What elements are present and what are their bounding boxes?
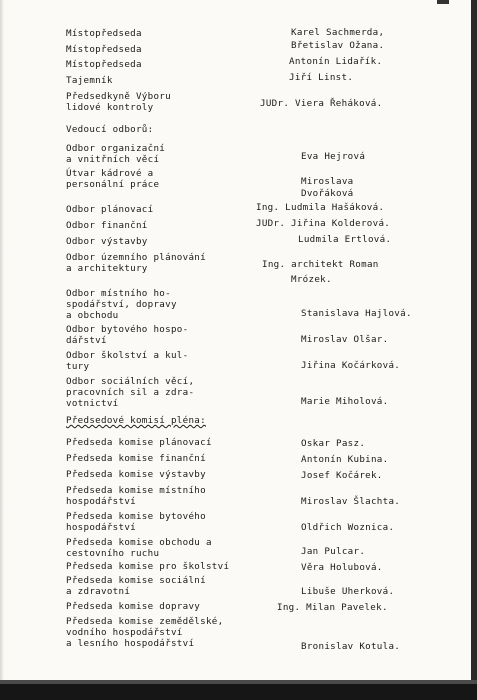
chair-6-title-line1: Předseda komise obchodu a: [66, 537, 212, 548]
chair-9-title: Předseda komise dopravy: [66, 601, 201, 612]
chair-10-title-line3: a lesního hospodářství: [66, 638, 195, 649]
officer-5-title-line1: Předsedkyně Výboru: [66, 91, 171, 102]
chair-8-name: Libuše Uherková.: [301, 586, 395, 597]
chair-4-title-line2: hospodářství: [66, 496, 136, 507]
officer-1-name: Karel Sachmerda,: [291, 27, 385, 38]
officer-5-title-line2: lidové kontroly: [66, 102, 154, 113]
head-10-dept-line2: pracovních sil a zdra-: [66, 387, 195, 398]
head-7-dept-line3: a obchodu: [66, 310, 119, 321]
chairs-heading: Předsedové komisí pléna:: [66, 415, 206, 426]
head-2-dept-line2: personální práce: [66, 179, 160, 190]
officer-4-title: Tajemník: [66, 75, 113, 86]
officer-3-title: Místopředseda: [66, 59, 142, 70]
head-7-dept-line2: spodářství, dopravy: [66, 299, 177, 310]
head-9-dept-line1: Odbor školství a kul-: [66, 350, 189, 361]
chair-7-name: Věra Holubová.: [301, 562, 383, 573]
head-1-dept-line2: a vnitřních věcí: [66, 154, 160, 165]
officer-4-name: Jiří Linst.: [289, 72, 354, 83]
chair-1-name: Oskar Pasz.: [301, 438, 366, 449]
head-1-dept-line1: Odbor organizační: [66, 143, 166, 154]
chair-10-name: Bronislav Kotula.: [301, 641, 401, 652]
chair-1-title: Předseda komise plánovací: [66, 437, 212, 448]
heads-heading: Vedoucí odborů:: [66, 124, 154, 135]
head-6-dept-line2: a architektury: [66, 263, 148, 274]
head-3-dept: Odbor plánovací: [66, 204, 154, 215]
head-4-name: JUDr. Jiřina Kolderová.: [256, 218, 391, 229]
head-5-name: Ludmila Ertlová.: [298, 234, 392, 245]
chair-9-name: Ing. Milan Pavelek.: [277, 602, 388, 613]
page-left-shadow: [0, 0, 4, 700]
head-10-name: Marie Miholová.: [301, 396, 389, 407]
head-8-dept-line2: dářství: [66, 335, 107, 346]
chair-6-name: Jan Pulcar.: [301, 546, 366, 557]
scan-mark: [437, 0, 449, 4]
officer-2-name: Břetislav Ožana.: [291, 40, 385, 51]
chair-4-title-line1: Předseda komise místního: [66, 485, 206, 496]
chair-2-name: Antonín Kubina.: [301, 454, 389, 465]
head-4-dept: Odbor finanční: [66, 220, 148, 231]
head-8-dept-line1: Odbor bytového hospo-: [66, 324, 189, 335]
chair-8-title-line1: Předseda komise sociální: [66, 575, 206, 586]
head-6-name-line2: Mrózek.: [291, 274, 332, 285]
head-9-name: Jiřina Kočárková.: [301, 360, 401, 371]
chair-5-title-line1: Předseda komise bytového: [66, 511, 206, 522]
head-5-dept: Odbor výstavby: [66, 236, 148, 247]
chair-2-title: Předseda komise finanční: [66, 453, 206, 464]
head-7-name: Stanislava Hajlová.: [301, 308, 412, 319]
scan-bottom-edge: [0, 684, 477, 700]
head-2-name-line1: Miroslava: [301, 176, 354, 187]
chair-10-title-line2: vodního hospodářství: [66, 627, 183, 638]
head-2-dept-line1: Útvar kádrové a: [66, 168, 154, 179]
chair-7-title: Předseda komise pro školství: [66, 561, 230, 572]
head-10-dept-line1: Odbor sociálních věcí,: [66, 376, 195, 387]
chair-5-name: Oldřich Woznica.: [301, 522, 395, 533]
officer-2-title: Místopředseda: [66, 44, 142, 55]
chair-5-title-line2: hospodářství: [66, 522, 136, 533]
head-1-name: Eva Hejrová: [301, 151, 366, 162]
head-7-dept-line1: Odbor místního ho-: [66, 288, 171, 299]
head-2-name-line2: Dvořáková: [301, 188, 354, 199]
head-8-name: Miroslav Olšar.: [301, 334, 389, 345]
chair-10-title-line1: Předseda komise zemědělské,: [66, 616, 224, 627]
scan-right-edge: [471, 0, 477, 700]
head-9-dept-line2: tury: [66, 361, 90, 372]
chair-3-title: Předseda komise výstavby: [66, 469, 206, 480]
officer-5-name: JUDr. Viera Řeháková.: [260, 98, 383, 109]
head-6-dept-line1: Odbor územního plánování: [66, 252, 206, 263]
head-10-dept-line3: votnictví: [66, 398, 119, 409]
officer-1-title: Místopředseda: [66, 28, 142, 39]
head-3-name: Ing. Ludmila Hašáková.: [256, 202, 385, 213]
chair-4-name: Miroslav Šlachta.: [301, 496, 401, 507]
chair-6-title-line2: cestovního ruchu: [66, 548, 160, 559]
officer-3-name: Antonín Lidařík.: [289, 56, 383, 67]
head-6-name-line1: Ing. architekt Roman: [262, 259, 379, 270]
chair-8-title-line2: a zdravotní: [66, 586, 131, 597]
chair-3-name: Josef Kočárek.: [301, 470, 383, 481]
